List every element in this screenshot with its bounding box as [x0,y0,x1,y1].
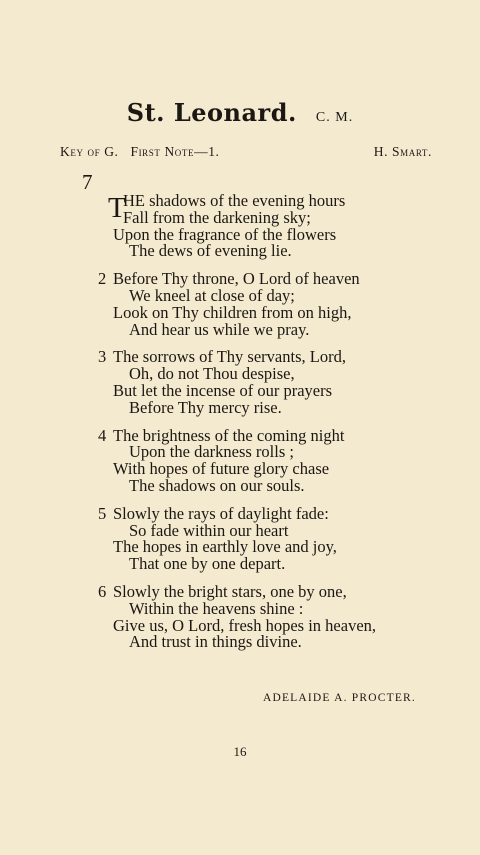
stanza-number: 2 [98,269,107,289]
verse-line: We kneel at close of day; [129,285,295,305]
stanza-1 [96,193,436,260]
verse-line: The shadows on our souls. [129,475,305,495]
verses [96,193,436,662]
meter-label: C. M. [315,110,354,125]
verse-line: HE shadows of the evening hours [123,191,346,210]
verse-line: And trust in things divine. [129,632,302,652]
verse-line: That one by one depart. [129,554,286,574]
title-row [0,98,480,127]
stanza-number: 3 [98,347,107,367]
drop-cap: T [108,192,126,224]
verse-line: Oh, do not Thou despise, [129,364,295,384]
verse-line: And hear us while we pray. [129,319,310,339]
verse-line: Before Thy throne, O Lord of heaven [113,269,360,289]
verse-line: The hopes in earthly love and joy, [113,537,337,557]
page-number: 16 [233,744,247,759]
verse-line: Slowly the bright stars, one by one, [113,581,347,601]
author-attribution: ADELAIDE A. PROCTER. [262,692,416,704]
hymn-number: 7 [82,170,93,194]
verse-line: Before Thy mercy rise. [129,397,282,417]
hymn-tune-title: St. Leonard. [126,98,297,127]
subheading [60,144,432,160]
stanza-2 [96,271,436,338]
stanza-4 [96,425,436,495]
key-and-first-note [60,144,220,160]
first-note-label: First Note—1. [130,144,220,159]
verse-line: Give us, O Lord, fresh hopes in heaven, [113,615,377,635]
verse-line: But let the incense of our prayers [113,380,333,400]
stanza-number: 4 [98,425,107,445]
stanza-number: 5 [98,503,107,523]
verse-line: Slowly the rays of daylight fade: [113,503,329,523]
stanza-3 [96,349,436,416]
verse-line: Look on Thy children from on high, [113,302,352,322]
verse-line: The dews of evening lie. [129,241,292,261]
stanza-5 [96,503,436,574]
verse-line: Upon the darkness rolls ; [129,442,294,462]
verse-line: With hopes of future glory chase [113,459,330,479]
verse-line: Within the heavens shine : [129,598,304,618]
verse-line: So fade within our heart [129,520,289,540]
stanza-6 [96,581,436,652]
key-label: Key of G. [60,144,119,159]
composer-label: H. Smart. [373,144,432,159]
stanza-number: 6 [98,581,107,601]
verse-line: The brightness of the coming night [113,425,345,445]
verse-line: The sorrows of Thy servants, Lord, [113,347,346,367]
verse-line: Upon the fragrance of the flowers [113,224,337,244]
verse-line: Fall from the darkening sky; [123,207,311,227]
